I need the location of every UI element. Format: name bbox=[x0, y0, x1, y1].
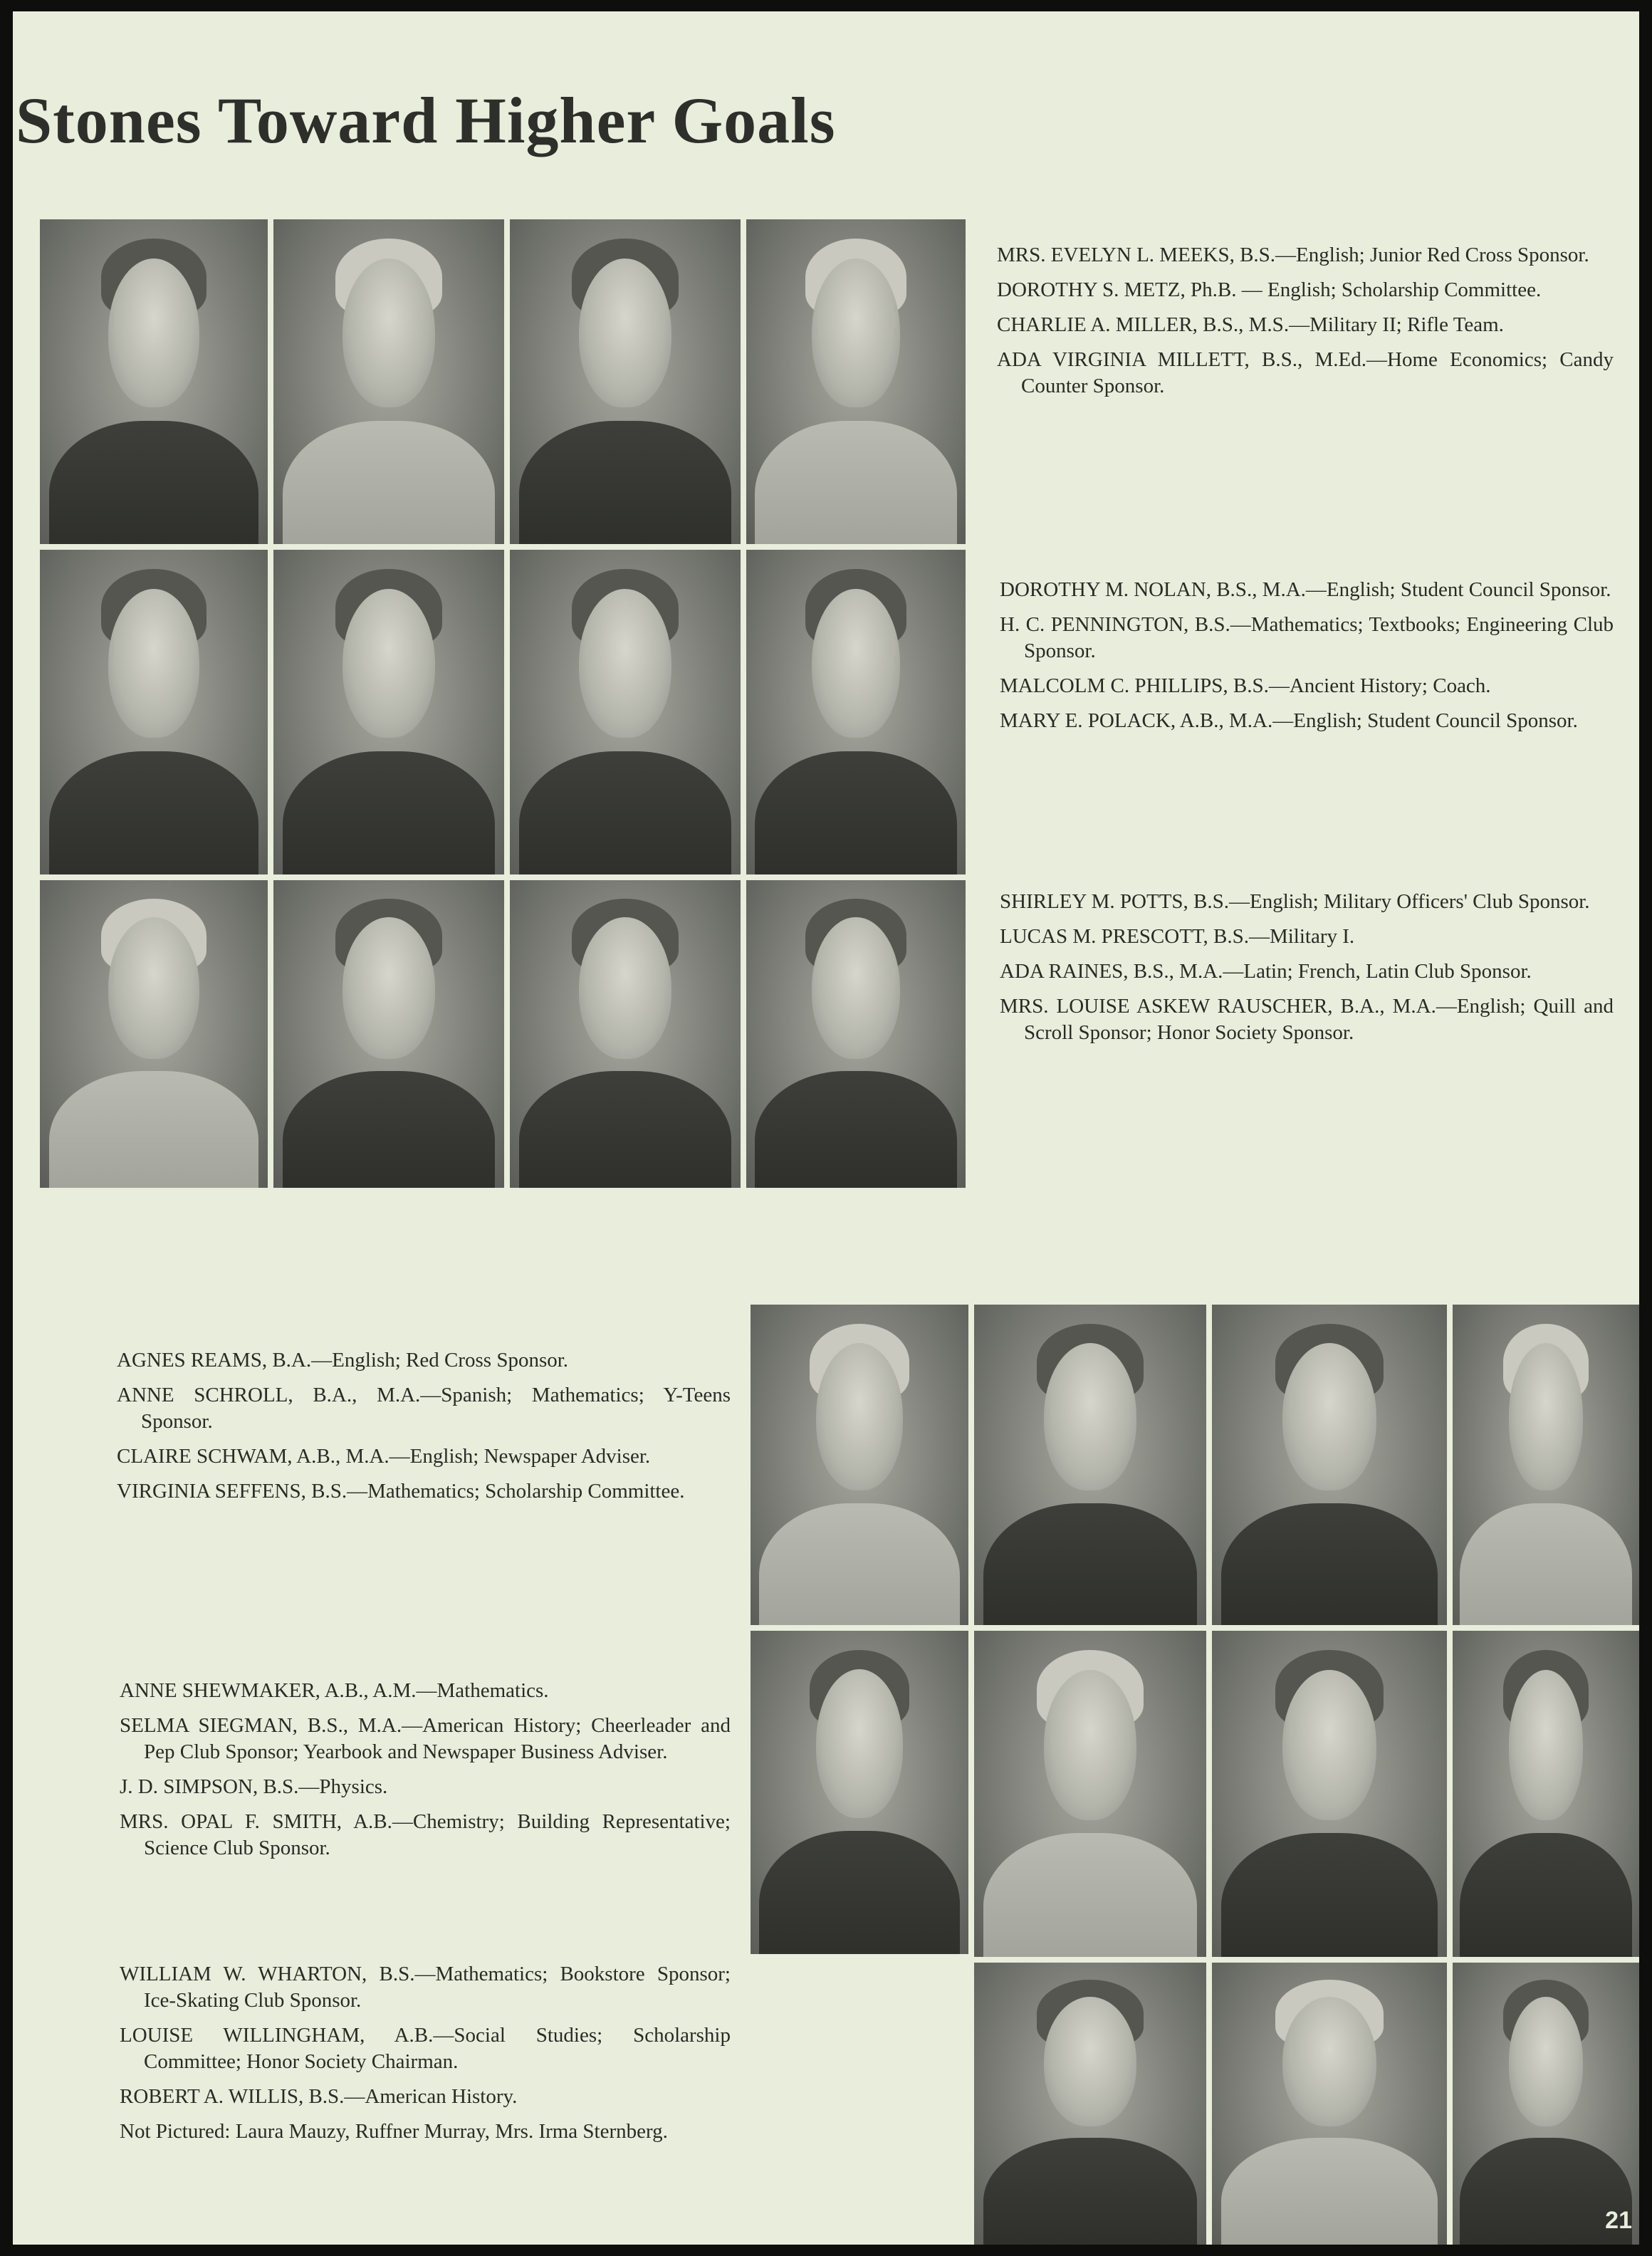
faculty-entry: CHARLIE A. MILLER, B.S., M.S.—Military II; Rifle Team. bbox=[997, 313, 1504, 336]
faculty-entry: SELMA SIEGMAN, B.S., M.A.—American History; Cheerleader and Pep Club Sponsor; Yearbook and Newspaper Business Adviser. bbox=[120, 1714, 731, 1763]
faculty-entry: H. C. PENNINGTON, B.S.—Mathematics; Textbooks; Engineering Club Sponsor. bbox=[1000, 613, 1614, 662]
portrait-photo bbox=[273, 219, 504, 544]
portrait-photo bbox=[974, 1631, 1206, 1957]
faculty-entry: ADA VIRGINIA MILLETT, B.S., M.Ed.—Home Economics; Candy Counter Sponsor. bbox=[997, 348, 1614, 397]
faculty-captions-bottom-3 bbox=[120, 1961, 731, 2145]
page-title: Stones Toward Higher Goals bbox=[16, 84, 836, 157]
faculty-entry: WILLIAM W. WHARTON, B.S.—Mathematics; Bookstore Sponsor; Ice-Skating Club Sponsor. bbox=[120, 1963, 731, 2012]
portrait-photo bbox=[40, 550, 268, 874]
portrait-photo bbox=[746, 550, 966, 874]
yearbook-page bbox=[13, 11, 1639, 2245]
not-pictured-note: Not Pictured: Laura Mauzy, Ruffner Murray, Mrs. Irma Sternberg. bbox=[120, 2120, 668, 2143]
portrait-photo bbox=[1453, 1305, 1639, 1625]
portrait-photo bbox=[974, 1963, 1206, 2245]
faculty-entry: LOUISE WILLINGHAM, A.B.—Social Studies; Scholarship Committee; Honor Society Chairman. bbox=[120, 2024, 731, 2073]
faculty-entry: DOROTHY S. METZ, Ph.B. — English; Scholarship Committee. bbox=[997, 278, 1542, 301]
top-portrait-grid bbox=[40, 219, 980, 1196]
bottom-portrait-grid bbox=[751, 1305, 1639, 2245]
portrait-photo bbox=[40, 880, 268, 1188]
portrait-photo bbox=[746, 219, 966, 544]
portrait-photo bbox=[1212, 1963, 1447, 2245]
faculty-entry: MRS. LOUISE ASKEW RAUSCHER, B.A., M.A.—English; Quill and Scroll Sponsor; Honor Society Sponsor. bbox=[1000, 995, 1614, 1044]
faculty-entry: MRS. EVELYN L. MEEKS, B.S.—English; Junior Red Cross Sponsor. bbox=[997, 244, 1589, 266]
faculty-captions-bottom-1 bbox=[117, 1347, 731, 1505]
portrait-photo bbox=[273, 550, 504, 874]
portrait-photo bbox=[1212, 1305, 1447, 1625]
faculty-entry: LUCAS M. PRESCOTT, B.S.—Military I. bbox=[1000, 925, 1355, 948]
faculty-entry: VIRGINIA SEFFENS, B.S.—Mathematics; Scholarship Committee. bbox=[117, 1480, 685, 1503]
faculty-captions-lower bbox=[1000, 889, 1614, 1046]
faculty-entry: AGNES REAMS, B.A.—English; Red Cross Sponsor. bbox=[117, 1349, 569, 1372]
portrait-photo bbox=[273, 880, 504, 1188]
faculty-captions-top bbox=[997, 242, 1614, 400]
portrait-photo bbox=[974, 1305, 1206, 1625]
portrait-photo bbox=[510, 550, 741, 874]
page-number: 21 bbox=[1605, 2207, 1632, 2234]
portrait-photo bbox=[751, 1631, 968, 1954]
portrait-photo bbox=[40, 219, 268, 544]
faculty-entry: DOROTHY M. NOLAN, B.S., M.A.—English; Student Council Sponsor. bbox=[1000, 578, 1611, 601]
portrait-photo bbox=[510, 880, 741, 1188]
faculty-entry: MRS. OPAL F. SMITH, A.B.—Chemistry; Building Representative; Science Club Sponsor. bbox=[120, 1810, 731, 1859]
faculty-entry: MALCOLM C. PHILLIPS, B.S.—Ancient History; Coach. bbox=[1000, 674, 1491, 697]
portrait-photo bbox=[1453, 1963, 1639, 2245]
portrait-photo bbox=[510, 219, 741, 544]
faculty-entry: ADA RAINES, B.S., M.A.—Latin; French, Latin Club Sponsor. bbox=[1000, 960, 1532, 983]
faculty-captions-bottom-2 bbox=[120, 1678, 731, 1861]
faculty-captions-middle bbox=[1000, 577, 1614, 734]
faculty-entry: ANNE SCHROLL, B.A., M.A.—Spanish; Mathematics; Y-Teens Sponsor. bbox=[117, 1384, 731, 1433]
faculty-entry: J. D. SIMPSON, B.S.—Physics. bbox=[120, 1775, 388, 1798]
faculty-entry: ROBERT A. WILLIS, B.S.—American History. bbox=[120, 2085, 518, 2108]
faculty-entry: ANNE SHEWMAKER, A.B., A.M.—Mathematics. bbox=[120, 1679, 549, 1702]
portrait-photo bbox=[746, 880, 966, 1188]
portrait-photo bbox=[1212, 1631, 1447, 1957]
faculty-entry: CLAIRE SCHWAM, A.B., M.A.—English; Newspaper Adviser. bbox=[117, 1445, 651, 1468]
faculty-entry: SHIRLEY M. POTTS, B.S.—English; Military Officers' Club Sponsor. bbox=[1000, 890, 1590, 913]
portrait-photo bbox=[1453, 1631, 1639, 1957]
portrait-photo bbox=[751, 1305, 968, 1625]
faculty-entry: MARY E. POLACK, A.B., M.A.—English; Student Council Sponsor. bbox=[1000, 709, 1578, 732]
